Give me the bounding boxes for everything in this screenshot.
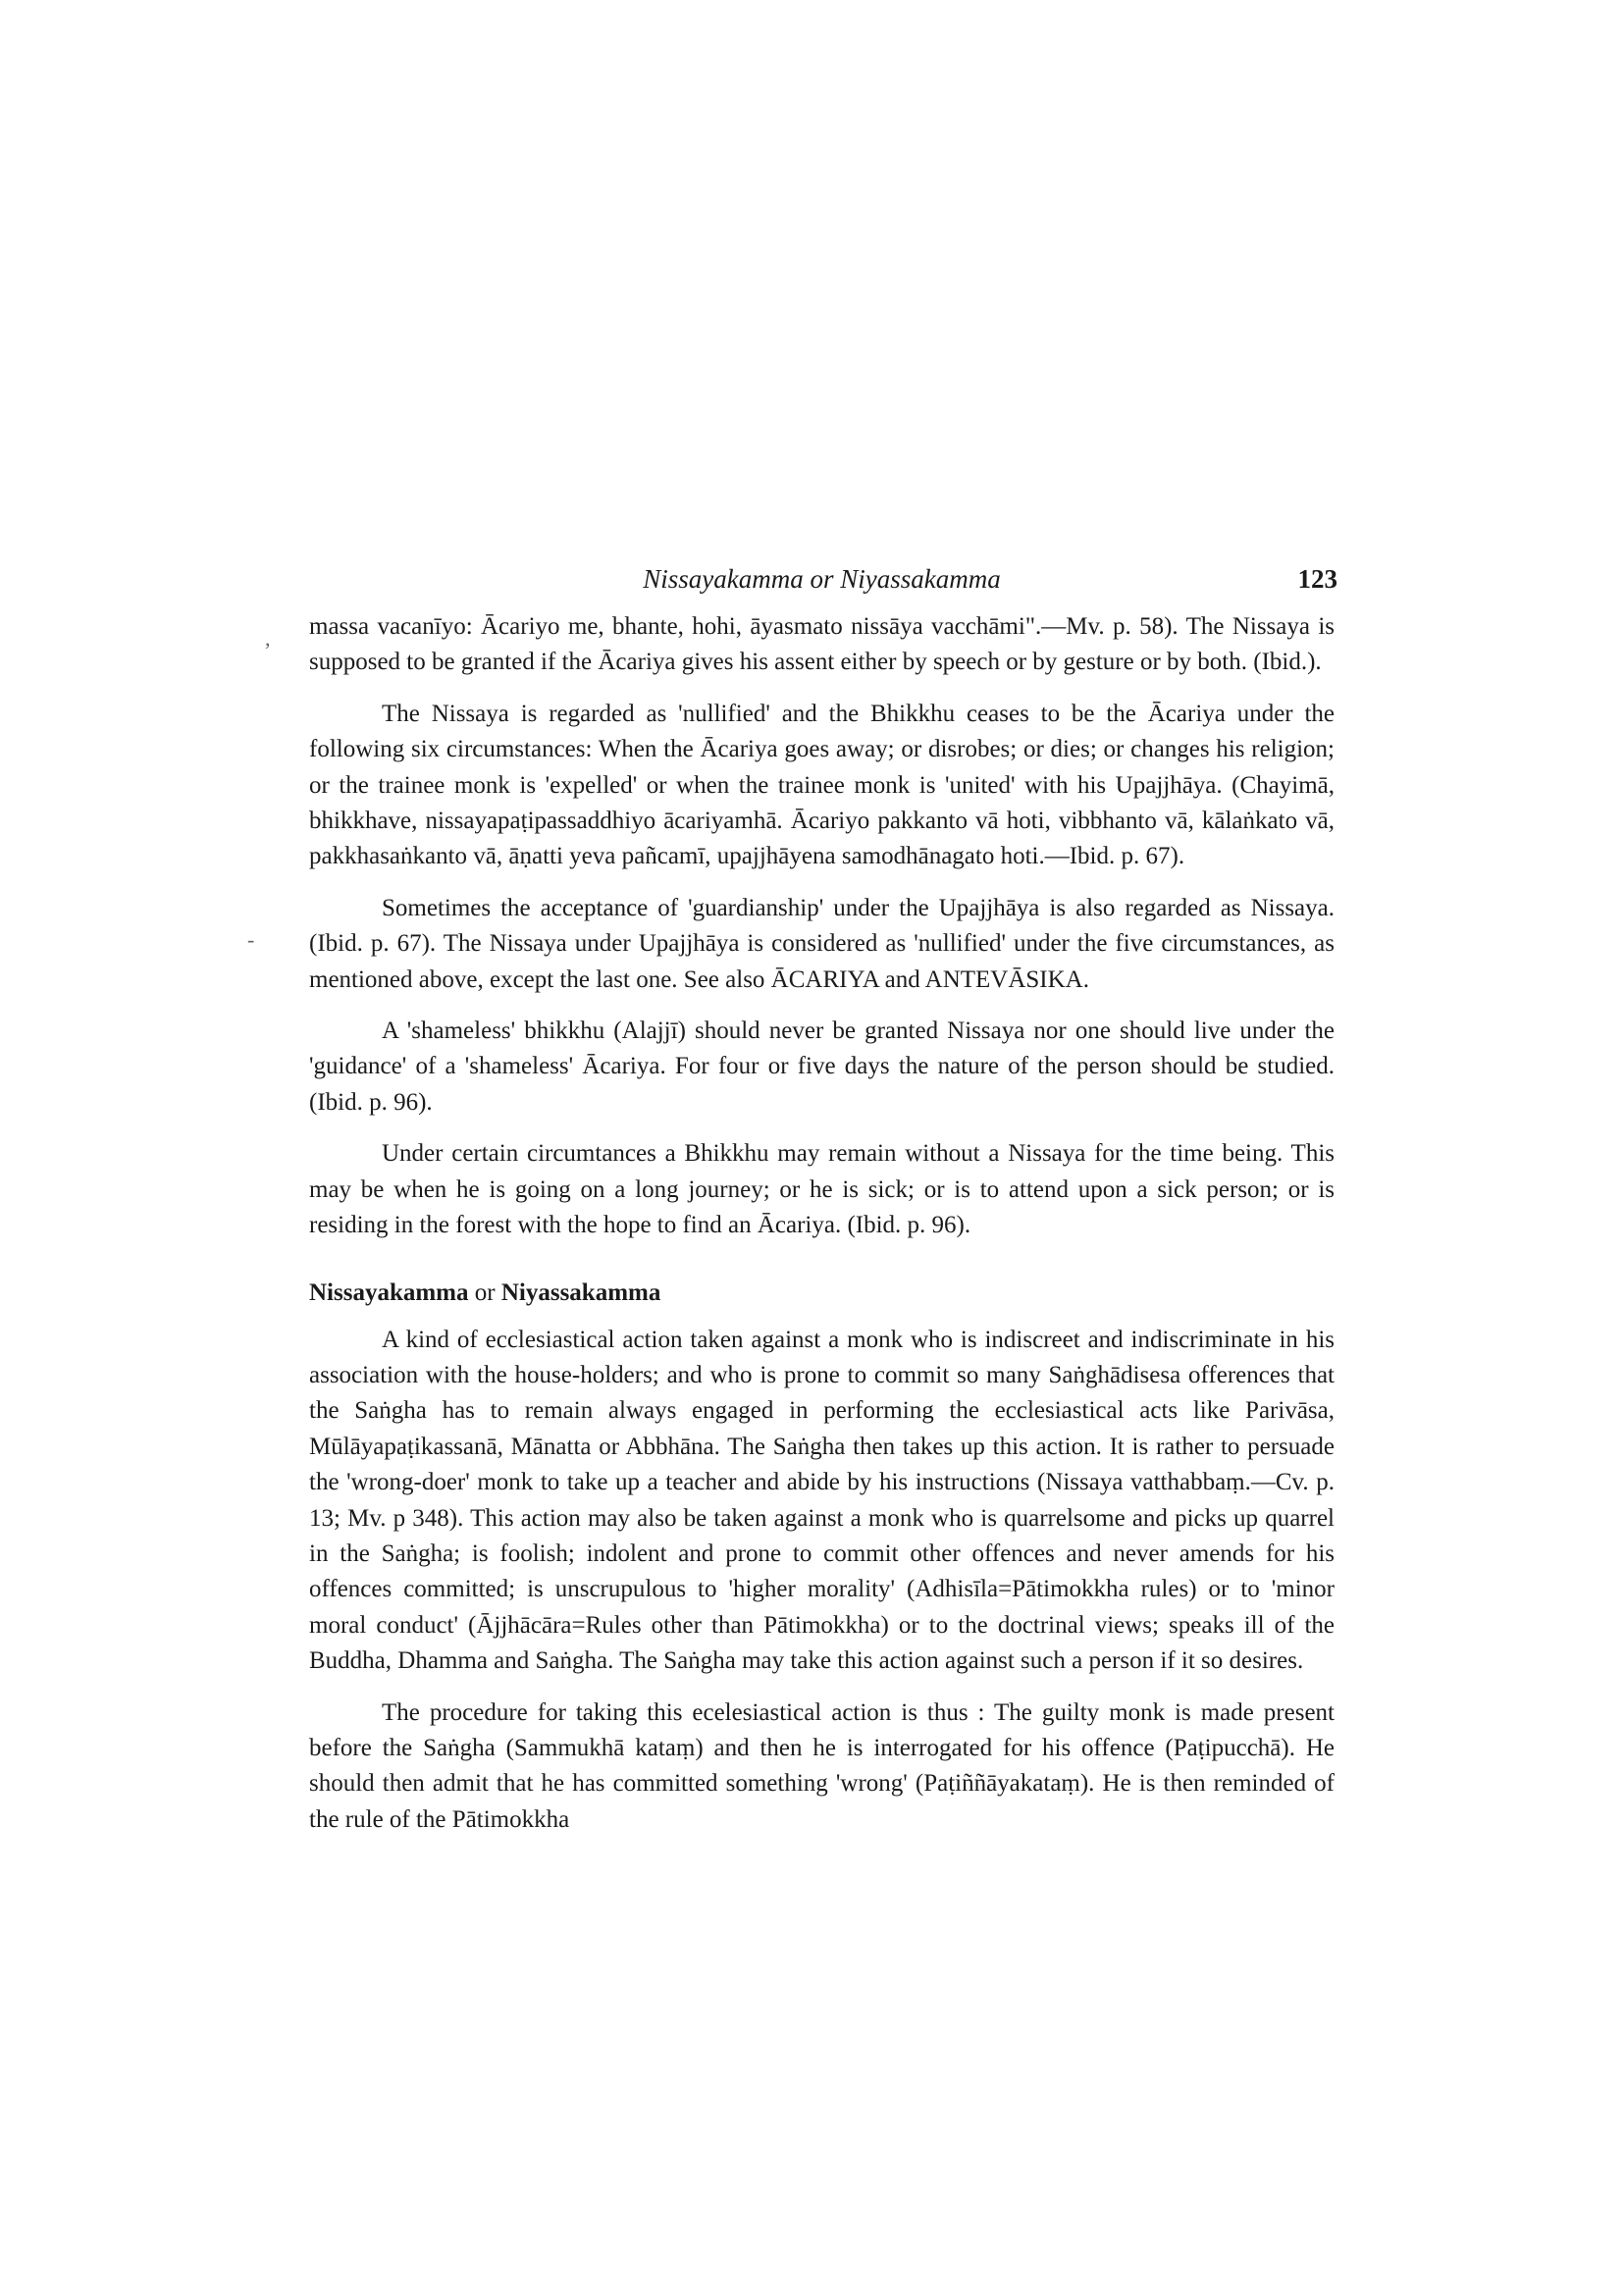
running-title: Nissayakamma or Niyassakamma [643, 564, 1001, 594]
page-number: 123 [1297, 564, 1337, 594]
paragraph: Sometimes the acceptance of 'guardianship' under the Upajjhāya is also regarded as Nissaya. (Ibid. p. 67). The Nissaya under Upajjhāya is considered as 'nullified' under the five circumstances, as mentioned above, except the last one. See also ĀCARIYA and ANTEVĀSIKA. [309, 894, 1335, 993]
paragraph: Under certain circumtances a Bhikkhu may remain without a Nissaya for the time being. This may be when he is going on a long journey; or he is sick; or is to attend upon a sick person; or is residing in the forest with the hope to find an Ācariya. (Ibid. p. 96). [309, 1140, 1335, 1239]
running-head [309, 564, 1335, 603]
document-page [309, 564, 1335, 1838]
paragraph: The Nissaya is regarded as 'nullified' and the Bhikkhu ceases to be the Ācariya under the following six circumstances: When the Ācariya goes away; or disrobes; or dies; or changes his religion; or the trainee monk is 'expelled' or when the trainee monk is 'united' with his Upajjhāya. (Chayimā, bhikkhave, nissayapaṭipassaddhiyo ācariyamhā. Ācariyo pakkanto vā hoti, vibbhanto vā, kālaṅkato vā, pakkhasaṅkanto vā, āṇatti yeva pañcamī, upajjhāyena samodhānagato hoti.—Ibid. p. 67). [309, 700, 1335, 870]
margin-mark: - [247, 927, 255, 952]
section-heading [309, 1276, 1335, 1311]
paragraph: The procedure for taking this ecelesiastical action is thus : The guilty monk is made present before the Saṅgha (Sammukhā kataṃ) and then he is interrogated for his offence (Paṭipucchā). He should then admit that he has committed something 'wrong' (Paṭiññāyakataṃ). He is then reminded of the rule of the Pātimokkha [309, 1698, 1335, 1833]
paragraph: massa vacanīyo: Ācariyo me, bhante, hohi, āyasmato nissāya vacchāmi".—Mv. p. 58). The Nissaya is supposed to be granted if the Ācariya gives his assent either by speech or by gesture or by both. (Ibid.). [309, 613, 1335, 676]
section-heading-term: Nissayakamma [309, 1278, 469, 1306]
paragraph: A 'shameless' bhikkhu (Alajjī) should never be granted Nissaya nor one should live under the 'guidance' of a 'shameless' Ācariya. For four or five days the nature of the person should be studied. (Ibid. p. 96). [309, 1018, 1335, 1116]
paragraph: A kind of ecclesiastical action taken against a monk who is indiscreet and indiscriminate in his association with the house-holders; and who is prone to commit so many Saṅghādisesa offerences that the Saṅgha has to remain always engaged in performing the ecclesiastical acts like Parivāsa, Mūlāyapaṭikassanā, Mānatta or Abbhāna. The Saṅgha then takes up this action. It is rather to persuade the 'wrong-doer' monk to take up a teacher and abide by his instructions (Nissaya vatthabbaṃ.—Cv. p. 13; Mv. p 348). This action may also be taken against a monk who is quarrelsome and picks up quarrel in the Saṅgha; is foolish; indolent and prone to commit other offences and never amends for his offences committed; is unscrupulous to 'higher morality' (Adhisīla=Pātimokkha rules) or to 'minor moral conduct' (Ājjhācāra=Rules other than Pātimokkha) or to the doctrinal views; speaks ill of the Buddha, Dhamma and Saṅgha. The Saṅgha may take this action against such a person if it so desires. [309, 1326, 1335, 1675]
section-heading-term: Niyassakamma [500, 1278, 661, 1306]
margin-mark: , [265, 626, 271, 651]
section-heading-conjunction: or [474, 1278, 496, 1306]
